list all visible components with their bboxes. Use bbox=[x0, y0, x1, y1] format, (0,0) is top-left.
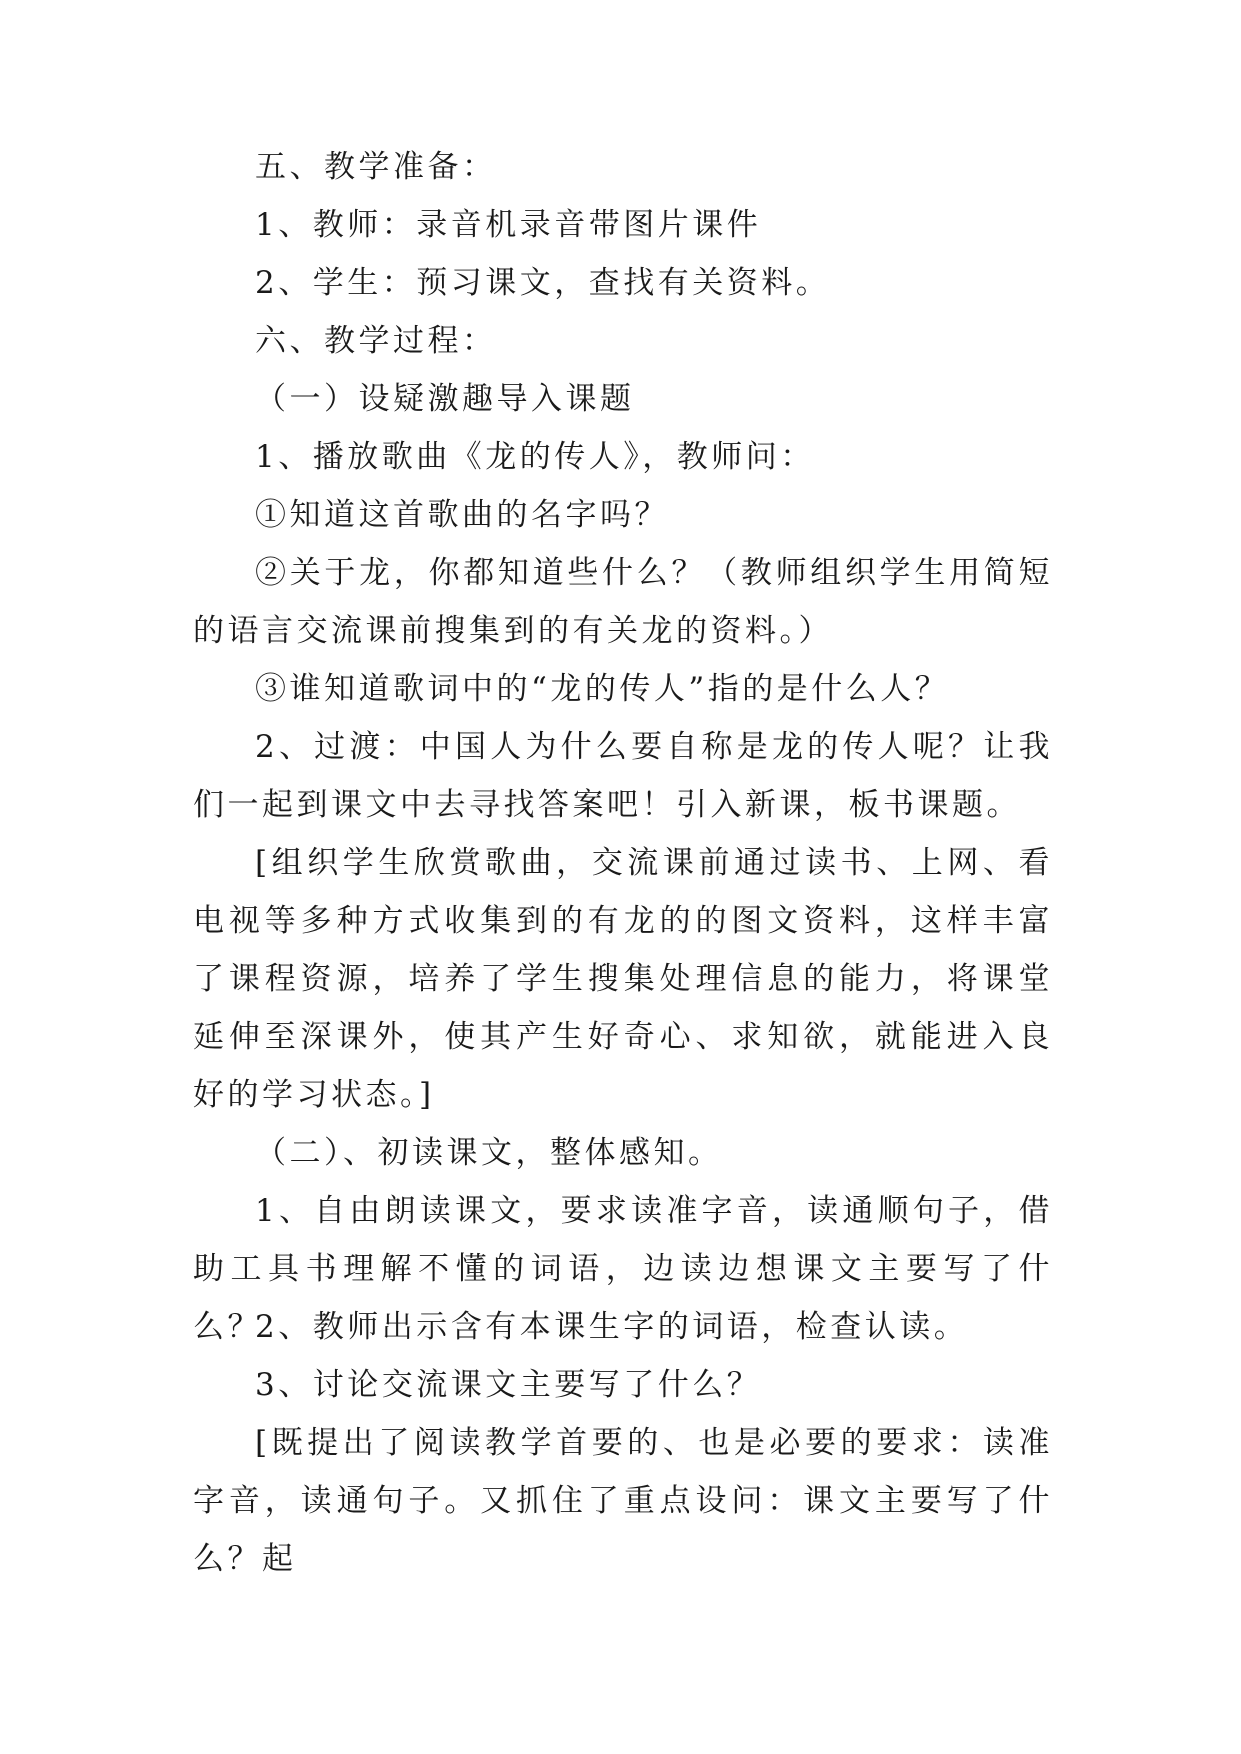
paragraph: 2、学生：预习课文，查找有关资料。 bbox=[255, 265, 831, 301]
paragraph: 1、教师：录音机录音带图片课件 bbox=[255, 207, 762, 243]
annotation-paragraph: [组织学生欣赏歌曲，交流课前通过读书、上网、看电视等多种方式收集到的有龙的的图文资料，这样丰富了课程资源，培养了学生搜集处理信息的能力，将课堂延伸至深课外，使其产生好奇心、求知欲，就能进入良好的学习状态。] bbox=[193, 845, 1053, 1113]
heading-teaching-process: 六、教学过程： bbox=[255, 323, 497, 359]
heading-teaching-preparation: 五、教学准备： bbox=[255, 149, 497, 185]
paragraph: 2、过渡：中国人为什么要自称是龙的传人呢？让我们一起到课文中去寻找答案吧！引入新课，板书课题。 bbox=[193, 729, 1053, 823]
subheading: （一）设疑激趣导入课题 bbox=[255, 381, 635, 417]
paragraph: 3、讨论交流课文主要写了什么？ bbox=[255, 1367, 762, 1403]
paragraph: ①知道这首歌曲的名字吗？ bbox=[255, 497, 669, 533]
paragraph: ②关于龙，你都知道些什么？（教师组织学生用简短的语言交流课前搜集到的有关龙的资料。） bbox=[193, 555, 1053, 649]
subheading: （二）、初读课文，整体感知。 bbox=[255, 1135, 723, 1171]
annotation-paragraph: [既提出了阅读教学首要的、也是必要的要求：读准字音，读通句子。又抓住了重点设问：课文主要写了什么？起 bbox=[193, 1425, 1053, 1577]
paragraph: 1、自由朗读课文，要求读准字音，读通顺句子，借助工具书理解不懂的词语，边读边想课文主要写了什么？ bbox=[193, 1193, 1053, 1345]
paragraph: 2、教师出示含有本课生字的词语，检查认读。 bbox=[255, 1309, 969, 1345]
paragraph: 1、播放歌曲《龙的传人》，教师问： bbox=[255, 439, 815, 475]
paragraph: ③谁知道歌词中的“龙的传人”指的是什么人？ bbox=[255, 671, 950, 707]
